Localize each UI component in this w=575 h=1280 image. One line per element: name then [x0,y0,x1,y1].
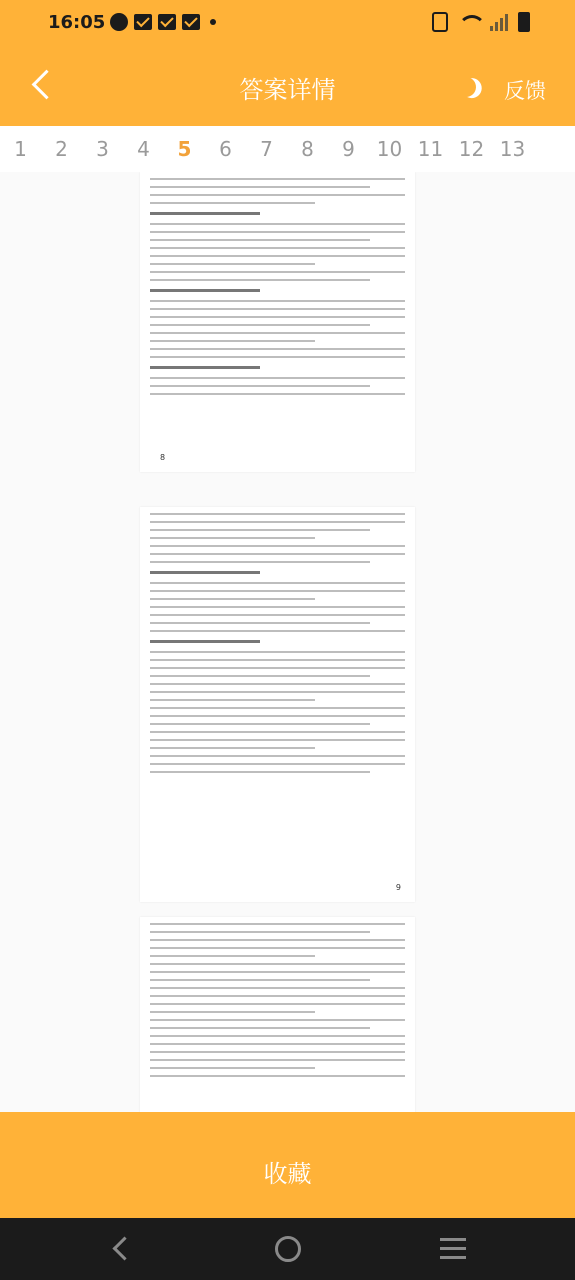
wifi-icon [458,13,480,31]
more-notifications-dot-icon [210,19,216,25]
vibrate-icon [432,12,448,32]
system-icons [432,12,530,32]
tab-page-12[interactable]: 12 [458,137,485,161]
mail-icon [134,14,152,30]
nav-home-button[interactable] [275,1236,301,1262]
status-time: 16:05 [48,12,106,33]
battery-icon [518,12,530,32]
nav-recents-button[interactable] [440,1238,466,1260]
tab-page-3[interactable]: 3 [96,137,109,161]
tab-page-6[interactable]: 6 [219,137,232,161]
mail-icon [158,14,176,30]
tab-page-1[interactable]: 1 [14,137,27,161]
tab-page-4[interactable]: 4 [137,137,150,161]
tab-page-13[interactable]: 13 [499,137,526,161]
answer-page-image [140,507,415,902]
tab-page-11[interactable]: 11 [417,137,444,161]
tab-page-2[interactable]: 2 [55,137,68,161]
tab-page-5[interactable]: 5 [177,137,192,161]
notification-icons [110,13,216,31]
collect-button[interactable]: 收藏 [263,1160,312,1188]
page-title: 答案详情 [239,76,336,104]
page-number: 8 [160,453,166,462]
answer-page-image [140,172,415,472]
app-header [0,46,575,126]
tab-page-9[interactable]: 9 [342,137,355,161]
tab-page-10[interactable]: 10 [376,137,403,161]
status-bar [0,0,575,46]
moon-icon [453,74,479,100]
signal-icon [490,13,508,31]
app-notification-icon [110,13,128,31]
page-tab-bar [0,126,575,172]
tab-page-7[interactable]: 7 [260,137,273,161]
mail-icon [182,14,200,30]
system-navigation-bar [0,1218,575,1280]
night-mode-button[interactable] [452,75,478,101]
page-number: 9 [395,883,401,892]
feedback-button[interactable]: 反馈 [504,79,546,103]
tab-page-8[interactable]: 8 [301,137,314,161]
nav-back-button[interactable] [110,1238,130,1258]
bottom-action-bar [0,1112,575,1218]
